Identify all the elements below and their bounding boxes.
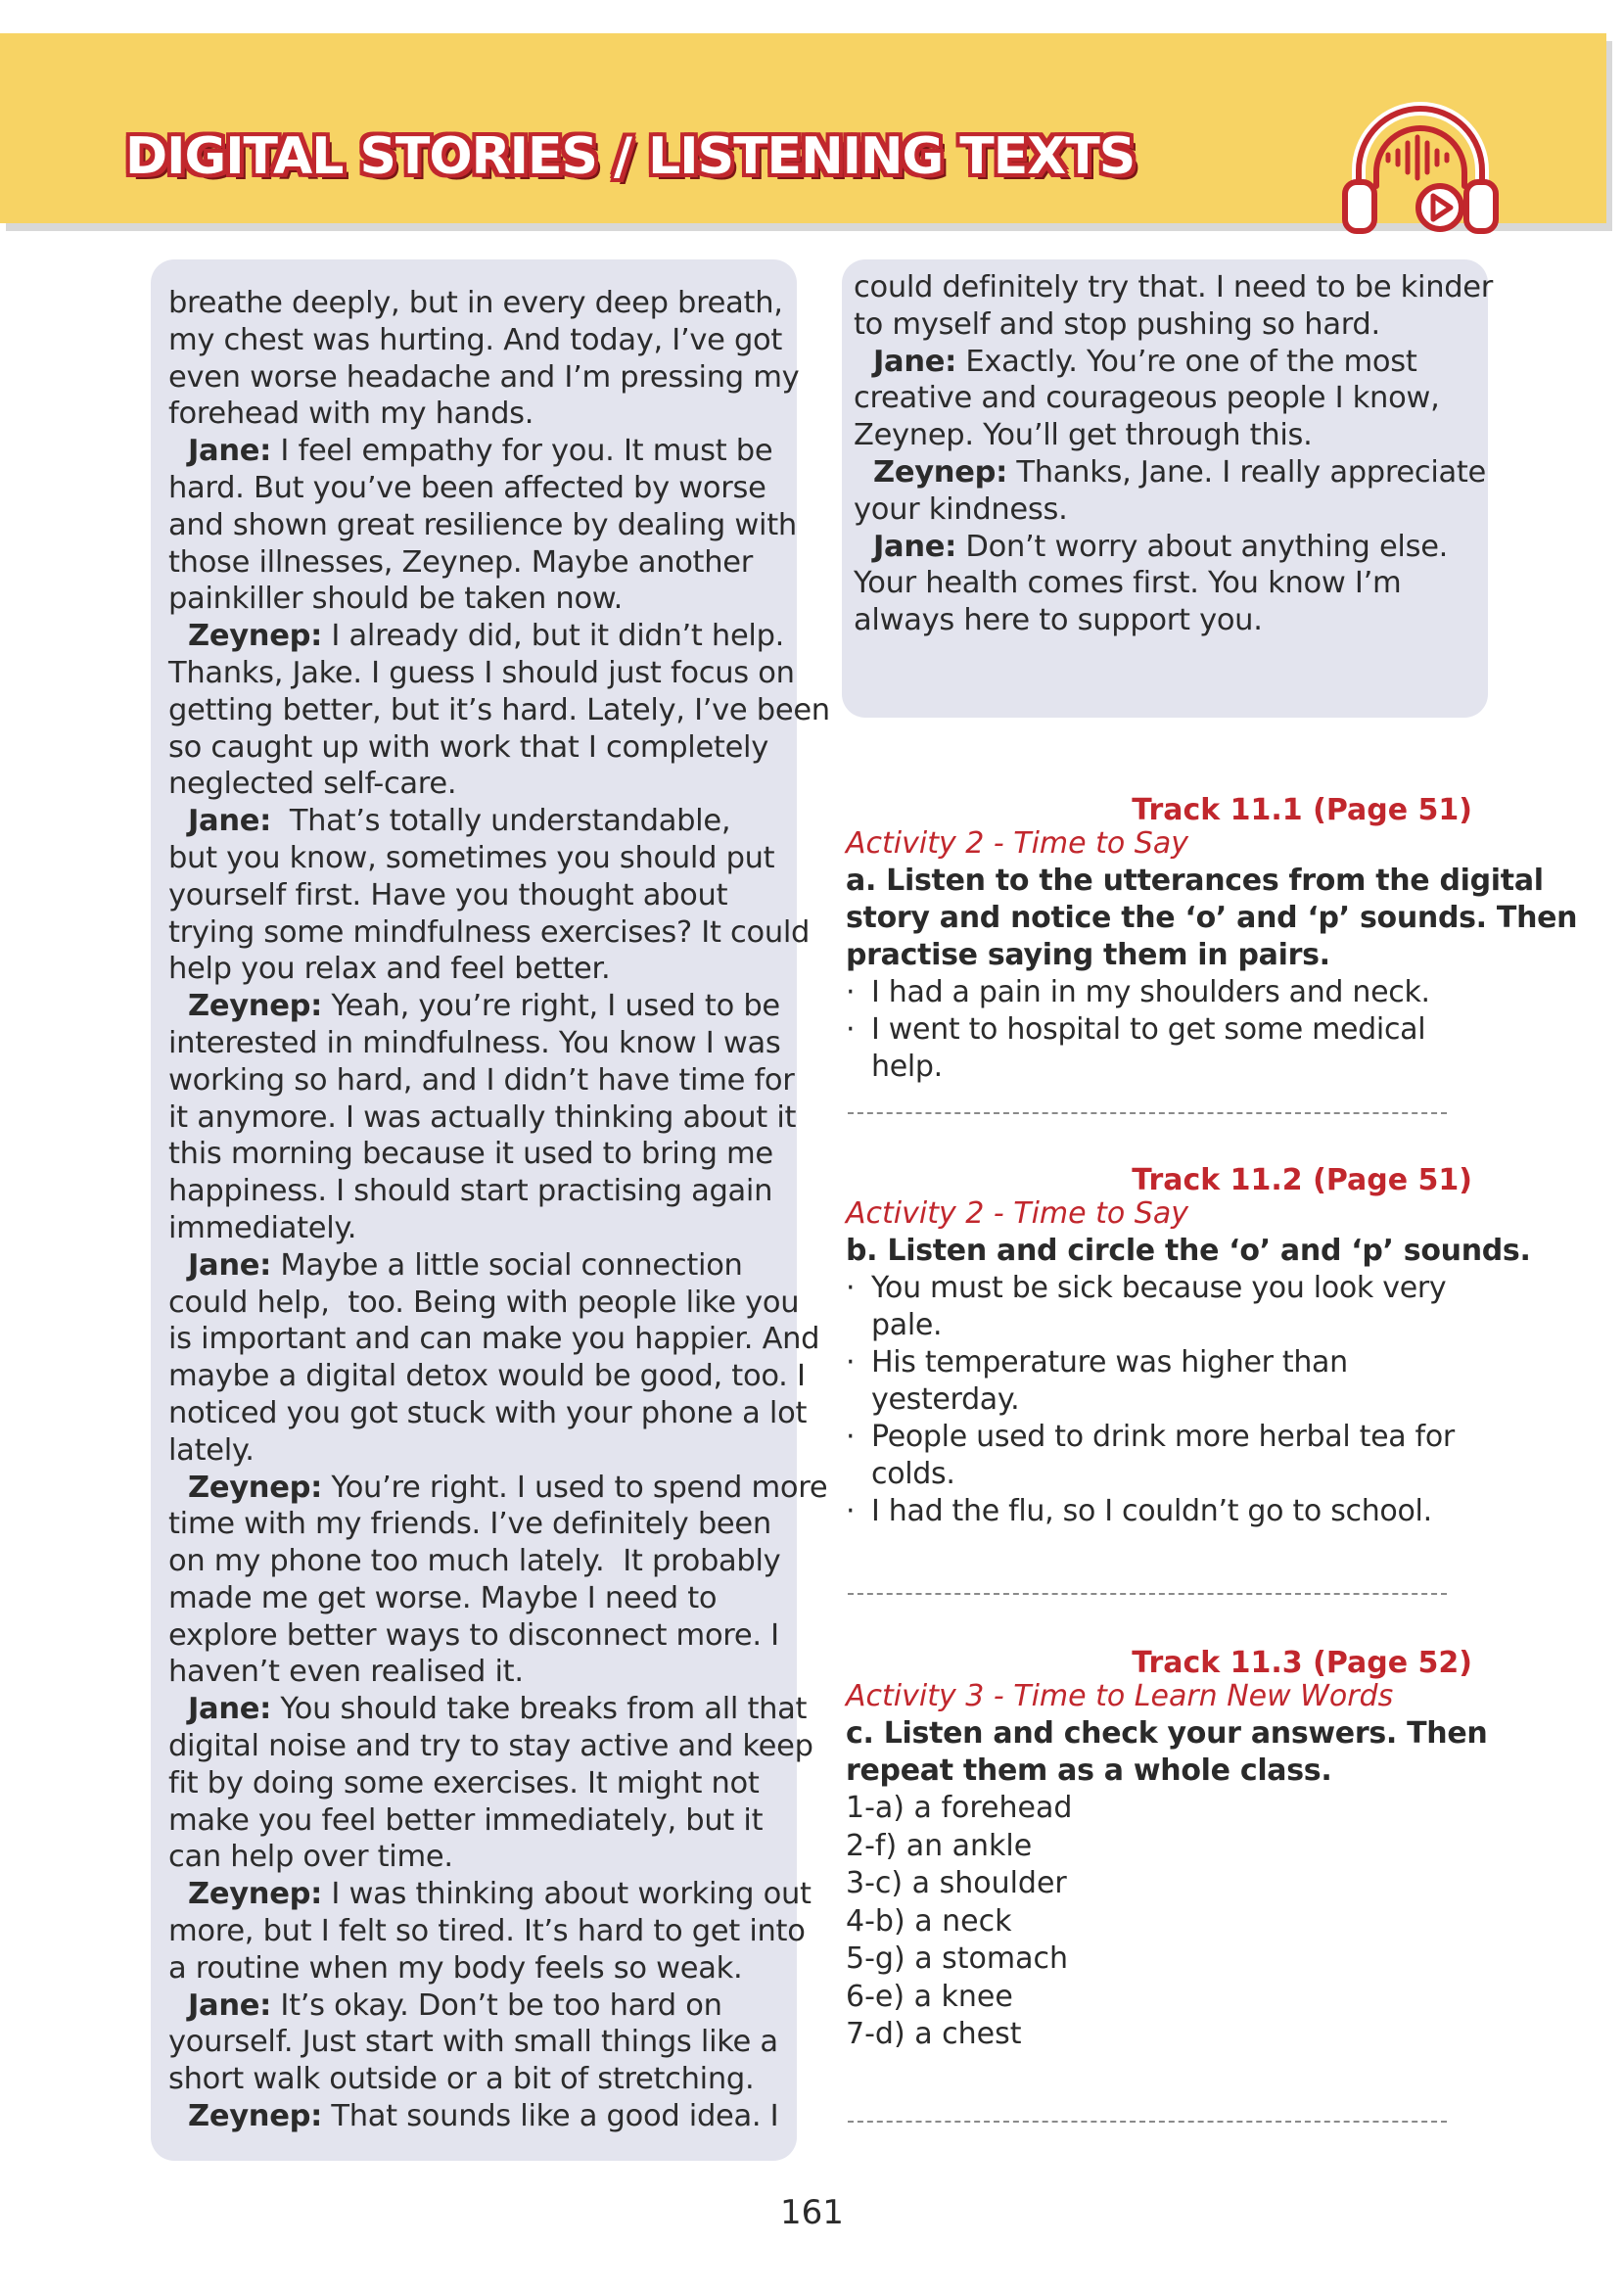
story-line (168, 1654, 779, 1691)
story-line (168, 2061, 779, 2098)
story-line (854, 454, 1487, 491)
story-line-text: haven’t even realised it. (168, 1655, 524, 1690)
answer-item: 5-g) a stomach (846, 1941, 1068, 1976)
story-line-text: to myself and stop pushing so hard. (854, 306, 1380, 342)
story-line (168, 692, 830, 729)
story-line-text: more, but I felt so tired. It’s hard to get into (168, 1914, 806, 1949)
answer-item: 1-a) a forehead (846, 1791, 1073, 1825)
story-line (168, 951, 779, 988)
story-line-text: can help over time. (168, 1840, 453, 1875)
bullet-dot: · (846, 1420, 856, 1454)
story-line (854, 491, 1474, 529)
answer-item: 6-e) a knee (846, 1979, 1013, 2014)
story-line (168, 1728, 813, 1765)
story-line (854, 380, 1474, 417)
story-line (168, 1321, 820, 1358)
story-line-text: I was thinking about working out (322, 1877, 812, 1912)
story-line-text: It’s okay. Don’t be too hard on (271, 1987, 722, 2023)
story-line (854, 565, 1474, 602)
story-line-text: made me get worse. Maybe I need to (168, 1580, 718, 1615)
bullet-dot: · (846, 1494, 856, 1528)
speaker-name: Zeynep: (188, 2099, 323, 2134)
story-line (168, 803, 779, 840)
story-line (168, 1876, 812, 1913)
header-banner (0, 33, 1606, 223)
story-line (168, 1432, 779, 1470)
story-line-text: so caught up with work that I completely (168, 729, 768, 765)
story-line-text: time with my friends. I’ve definitely been (168, 1507, 771, 1542)
story-line-text: Yeah, you’re right, I used to be (322, 989, 780, 1024)
track-label: Track 11.2 (Page 51) (1132, 1163, 1472, 1197)
story-line-text: and shown great resilience by dealing with (168, 507, 797, 542)
story-line-text: digital noise and try to stay active and keep (168, 1729, 813, 1764)
speaker-name: Zeynep: (188, 989, 323, 1024)
story-line-text: Thanks, Jane. I really appreciate (1007, 454, 1487, 490)
track-label: Track 11.1 (Page 51) (1132, 793, 1472, 827)
bullet-dot: · (846, 975, 856, 1009)
story-line-text: it anymore. I was actually thinking about it (168, 1099, 797, 1135)
instruction-line: story and notice the ‘o’ and ‘p’ sounds. Then (846, 901, 1578, 935)
story-line-text: lately. (168, 1432, 255, 1468)
story-line (168, 877, 779, 914)
story-line (168, 544, 779, 582)
story-line (168, 840, 779, 877)
dashed-divider (848, 1593, 1447, 1595)
list-item (846, 1270, 1472, 1307)
list-item-text: pale. (871, 1308, 943, 1342)
story-line-text: You’re right. I used to spend more (322, 1470, 828, 1505)
story-line (168, 1173, 779, 1210)
story-line-text: could definitely try that. I need to be kinder (854, 270, 1494, 304)
story-line-text: Zeynep. You’ll get through this. (854, 418, 1313, 453)
speaker-name: Zeynep: (188, 1470, 323, 1505)
list-item-text: You must be sick because you look very (871, 1271, 1447, 1305)
story-line-text: breathe deeply, but in every deep breath, (168, 286, 783, 320)
story-line (168, 1802, 779, 1840)
bullet-list (846, 974, 1472, 1086)
story-line (168, 1913, 806, 1950)
list-item-text: His temperature was higher than (871, 1345, 1348, 1379)
story-line-text: but you know, sometimes you should put (168, 840, 775, 875)
story-line (168, 507, 797, 544)
story-line (168, 1691, 808, 1728)
story-line-text: Don’t worry about anything else. (956, 529, 1449, 564)
list-item-continuation (846, 1456, 1472, 1493)
story-line-text: fit by doing some exercises. It might not (168, 1765, 760, 1800)
speaker-name: Zeynep: (188, 1877, 323, 1912)
bullet-dot: · (846, 1345, 856, 1379)
story-line (168, 1025, 779, 1062)
bullet-dot: · (846, 1271, 856, 1305)
list-item-text: colds. (871, 1457, 955, 1491)
story-line (168, 470, 779, 507)
story-line-text: always here to support you. (854, 603, 1263, 638)
instruction-line: c. Listen and check your answers. Then (846, 1716, 1488, 1751)
story-line (854, 269, 1494, 306)
story-line (168, 1580, 779, 1617)
story-line-text: maybe a digital detox would be good, too. I (168, 1359, 806, 1394)
activity-label: Activity 2 - Time to Say (846, 1196, 1188, 1231)
list-item-text: I had the flu, so I couldn’t go to school. (871, 1494, 1432, 1528)
answer-item: 7-d) a chest (846, 2017, 1022, 2051)
story-panel-left (151, 259, 830, 2161)
instruction-line: a. Listen to the utterances from the digital (846, 864, 1544, 898)
story-line-text: creative and courageous people I know, (854, 381, 1440, 416)
story-line-text: yourself first. Have you thought about (168, 877, 728, 912)
page-number: 161 (780, 2193, 844, 2232)
list-item-continuation (846, 1381, 1472, 1419)
story-line-text: Maybe a little social connection (271, 1247, 743, 1283)
story-line (168, 655, 795, 692)
story-line-text: painkiller should be taken now. (168, 582, 624, 617)
list-item (846, 1344, 1472, 1381)
story-line-text: neglected self-care. (168, 767, 457, 802)
speaker-name: Jane: (873, 529, 957, 564)
speaker-name: Jane: (188, 434, 272, 469)
story-line-text: Thanks, Jake. I guess I should just focus on (168, 655, 795, 690)
story-line-text: your kindness. (854, 491, 1068, 527)
track-section-3 (846, 1646, 1488, 2054)
story-line (854, 602, 1474, 639)
story-line (168, 914, 811, 952)
list-item-text: People used to drink more herbal tea for (871, 1420, 1455, 1454)
story-line (168, 1987, 779, 2025)
story-line-text: immediately. (168, 1210, 357, 1245)
story-line-text: my chest was hurting. And today, I’ve got (168, 322, 783, 357)
story-line (168, 1358, 806, 1395)
story-text-right (854, 269, 1494, 639)
instruction-line: b. Listen and circle the ‘o’ and ‘p’ sounds. (846, 1234, 1531, 1268)
story-line-text: help you relax and feel better. (168, 952, 611, 987)
story-line-text: could help, too. Being with people like you (168, 1285, 800, 1320)
story-line (168, 322, 783, 359)
list-item-text: I went to hospital to get some medical (871, 1012, 1426, 1047)
story-line (168, 1543, 779, 1580)
story-line (168, 1247, 779, 1285)
page-title: DIGITAL STORIES / LISTENING TEXTS (125, 127, 1136, 186)
story-line (168, 618, 785, 655)
story-line (168, 1285, 800, 1322)
track-section-1 (846, 793, 1578, 1086)
story-line-text: That sounds like a good idea. I (322, 2099, 779, 2134)
speaker-name: Jane: (188, 804, 272, 839)
story-line-text: interested in mindfulness. You know I was (168, 1025, 781, 1060)
list-item (846, 1493, 1472, 1530)
story-line-text: even worse headache and I’m pressing my (168, 359, 800, 395)
story-line (168, 1395, 808, 1432)
story-line-text: explore better ways to disconnect more. I (168, 1617, 779, 1653)
story-line-text: I feel empathy for you. It must be (271, 434, 773, 469)
story-line-text: Exactly. You’re one of the most (956, 344, 1417, 379)
story-line-text: happiness. I should start practising again (168, 1174, 773, 1209)
story-line (168, 581, 779, 618)
story-line (168, 729, 779, 767)
story-line (854, 306, 1474, 344)
story-line (168, 2098, 779, 2135)
speaker-name: Jane: (188, 1247, 272, 1283)
speaker-name: Zeynep: (188, 619, 323, 654)
dashed-divider (848, 2121, 1447, 2123)
story-line (168, 1506, 779, 1543)
story-panel-right (842, 259, 1494, 718)
list-item-text: I had a pain in my shoulders and neck. (871, 975, 1430, 1009)
track-section-2 (846, 1163, 1531, 1530)
list-item (846, 1011, 1472, 1049)
story-line (168, 1136, 779, 1173)
story-line-text: forehead with my hands. (168, 397, 534, 432)
story-line (854, 417, 1474, 454)
story-line-text: on my phone too much lately. It probably (168, 1544, 781, 1579)
story-line (168, 396, 779, 433)
activity-label: Activity 3 - Time to Learn New Words (846, 1679, 1394, 1713)
answer-item: 3-c) a shoulder (846, 1866, 1067, 1900)
list-item-continuation (846, 1307, 1472, 1344)
story-line (168, 1839, 779, 1876)
bullet-dot: · (846, 1012, 856, 1047)
story-line (168, 2024, 779, 2061)
story-line (168, 433, 779, 470)
speaker-name: Zeynep: (873, 454, 1008, 490)
story-line (168, 1099, 797, 1137)
story-line (168, 1062, 795, 1099)
story-line (168, 1950, 779, 1987)
story-line-text: getting better, but it’s hard. Lately, I’ve been (168, 692, 830, 727)
list-item-continuation (846, 1049, 1472, 1086)
story-line-text: yourself. Just start with small things like a (168, 2025, 778, 2060)
answer-list (846, 1790, 1472, 2054)
story-line-text: hard. But you’ve been affected by worse (168, 470, 766, 505)
headphones-play-icon (1337, 92, 1504, 249)
story-line-text: noticed you got stuck with your phone a lot (168, 1395, 808, 1430)
story-line-text: trying some mindfulness exercises? It could (168, 914, 811, 950)
answer-item: 4-b) a neck (846, 1903, 1012, 1939)
speaker-name: Jane: (188, 1987, 272, 2023)
answer-item: 2-f) an ankle (846, 1828, 1033, 1863)
list-item-text: help. (871, 1050, 943, 1084)
story-text-left (168, 285, 830, 2135)
speaker-name: Jane: (873, 344, 957, 379)
story-line-text: Your health comes first. You know I’m (854, 566, 1402, 601)
story-line (854, 344, 1474, 381)
story-line (168, 988, 779, 1025)
story-line-text: make you feel better immediately, but it (168, 1802, 764, 1838)
speaker-name: Jane: (188, 1692, 272, 1727)
bullet-list (846, 1270, 1472, 1530)
dashed-divider (848, 1112, 1447, 1114)
story-line (168, 285, 783, 322)
story-line-text: You should take breaks from all that (271, 1692, 808, 1727)
list-item (846, 974, 1472, 1011)
story-line-text: I already did, but it didn’t help. (322, 619, 785, 654)
track-label: Track 11.3 (Page 52) (1132, 1646, 1472, 1680)
activity-label: Activity 2 - Time to Say (846, 826, 1188, 861)
story-line (168, 1617, 779, 1655)
story-line-text: those illnesses, Zeynep. Maybe another (168, 544, 753, 580)
story-line-text: is important and can make you happier. And (168, 1322, 820, 1357)
story-line (168, 1470, 828, 1507)
story-line-text: this morning because it used to bring me (168, 1137, 773, 1172)
story-line (168, 766, 779, 803)
story-line (168, 1765, 779, 1802)
story-line (168, 1210, 779, 1247)
story-line (854, 529, 1474, 566)
story-line-text: That’s totally understandable, (271, 804, 731, 839)
list-item-text: yesterday. (871, 1382, 1020, 1417)
list-item (846, 1419, 1472, 1456)
story-line (168, 359, 800, 397)
instruction-line: practise saying them in pairs. (846, 938, 1330, 972)
instruction-line: repeat them as a whole class. (846, 1753, 1332, 1788)
story-line-text: working so hard, and I didn’t have time for (168, 1062, 795, 1098)
story-line-text: a routine when my body feels so weak. (168, 1950, 743, 1986)
story-line-text: short walk outside or a bit of stretching. (168, 2062, 755, 2097)
